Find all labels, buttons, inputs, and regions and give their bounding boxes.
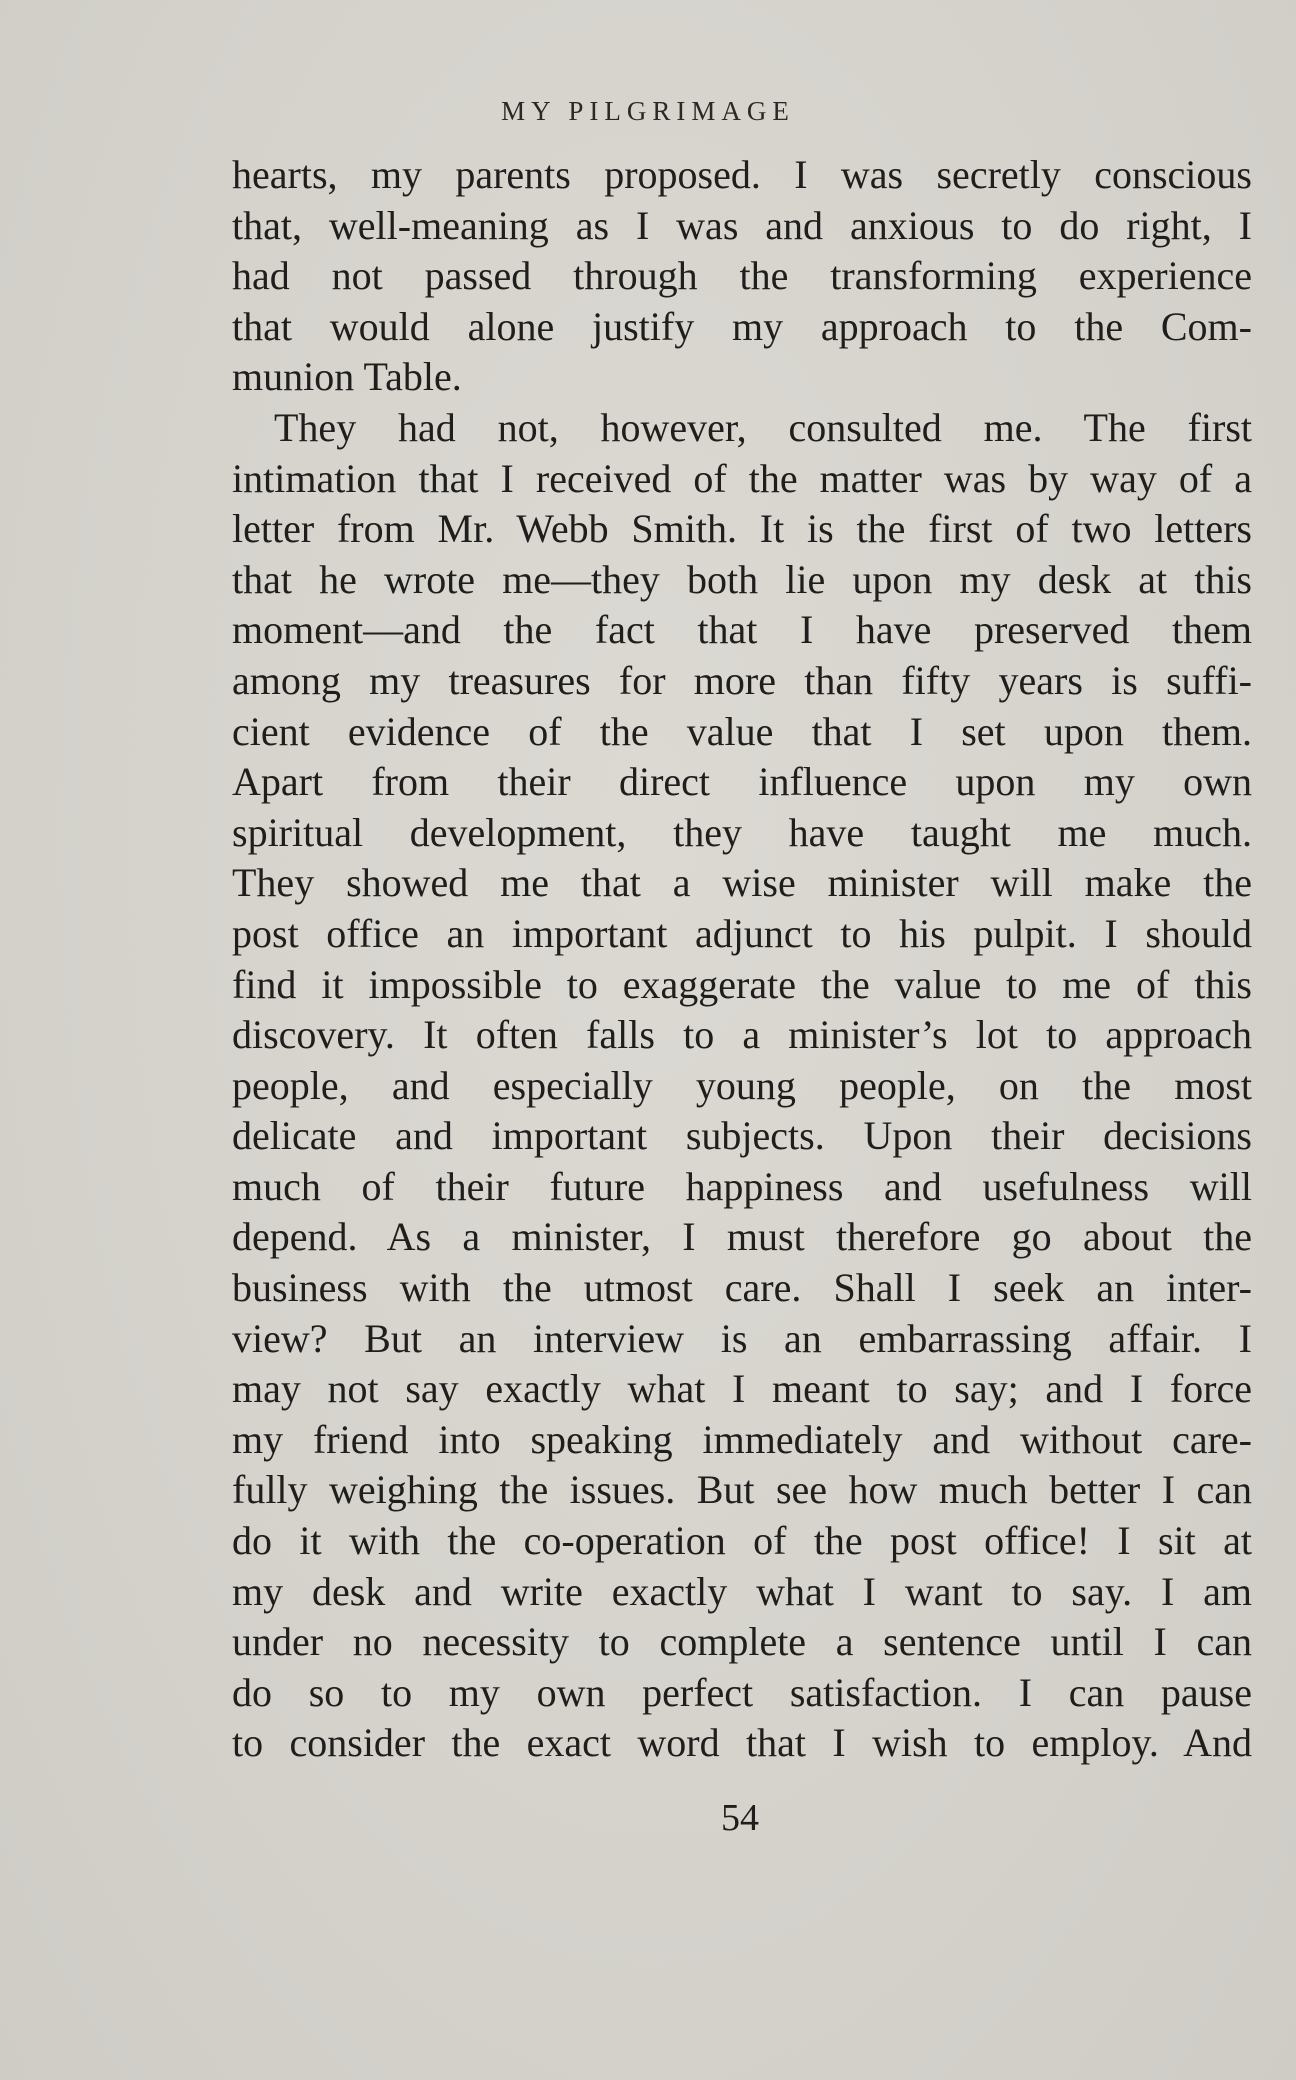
page-number: 54 bbox=[721, 1797, 759, 1839]
text-line: cient evidence of the value that I set upon them. bbox=[232, 708, 1252, 754]
text-line: spiritual development, they have taught me much. bbox=[232, 809, 1252, 855]
text-line: fully weighing the issues. But see how much better I can bbox=[232, 1467, 1252, 1513]
text-line: much of their future happiness and usefulness will bbox=[232, 1163, 1252, 1209]
text-line: among my treasures for more than fifty years is suffi- bbox=[232, 657, 1252, 703]
text-line: my desk and write exactly what I want to say. I am bbox=[232, 1568, 1252, 1614]
body-text bbox=[232, 150, 1252, 1769]
text-line: munion Table. bbox=[232, 354, 462, 400]
text-line: that would alone justify my approach to the Com- bbox=[232, 303, 1252, 349]
text-line: may not say exactly what I meant to say; and I force bbox=[232, 1366, 1252, 1412]
text-line: to consider the exact word that I wish to employ. And bbox=[232, 1720, 1252, 1766]
text-line: hearts, my parents proposed. I was secretly conscious bbox=[232, 152, 1252, 197]
text-line: post office an important adjunct to his pulpit. I should bbox=[232, 910, 1252, 956]
text-line: that he wrote me—they both lie upon my desk at this bbox=[232, 556, 1252, 602]
text-line: moment—and the fact that I have preserved them bbox=[232, 607, 1252, 653]
text-line: my friend into speaking immediately and without care- bbox=[232, 1416, 1252, 1462]
text-line: had not passed through the transforming experience bbox=[232, 253, 1252, 299]
text-line: Apart from their direct influence upon my own bbox=[232, 759, 1252, 805]
text-line: find it impossible to exaggerate the value to me of this bbox=[232, 961, 1252, 1007]
text-line: do so to my own perfect satisfaction. I can pause bbox=[232, 1669, 1252, 1715]
text-line: under no necessity to complete a sentence until I can bbox=[232, 1619, 1252, 1665]
paragraph bbox=[232, 403, 1252, 1769]
text-line: letter from Mr. Webb Smith. It is the first of two letters bbox=[232, 506, 1252, 552]
running-head: MY PILGRIMAGE bbox=[501, 96, 795, 126]
text-line: intimation that I received of the matter was by way of a bbox=[232, 455, 1252, 501]
paragraph bbox=[232, 150, 1252, 403]
text-line: delicate and important subjects. Upon their decisions bbox=[232, 1113, 1252, 1159]
text-line: They showed me that a wise minister will make the bbox=[232, 860, 1252, 906]
text-line: business with the utmost care. Shall I seek an inter- bbox=[232, 1265, 1252, 1311]
text-line: that, well-meaning as I was and anxious to do right, I bbox=[232, 202, 1252, 248]
text-line: view? But an interview is an embarrassing affair. I bbox=[232, 1315, 1252, 1361]
text-line: people, and especially young people, on the most bbox=[232, 1062, 1252, 1108]
text-line: depend. As a minister, I must therefore go about the bbox=[232, 1214, 1252, 1260]
text-line: They had not, however, consulted me. The first bbox=[274, 404, 1252, 450]
text-line: do it with the co-operation of the post office! I sit at bbox=[232, 1518, 1252, 1564]
text-line: discovery. It often falls to a minister’s lot to approach bbox=[232, 1012, 1252, 1058]
